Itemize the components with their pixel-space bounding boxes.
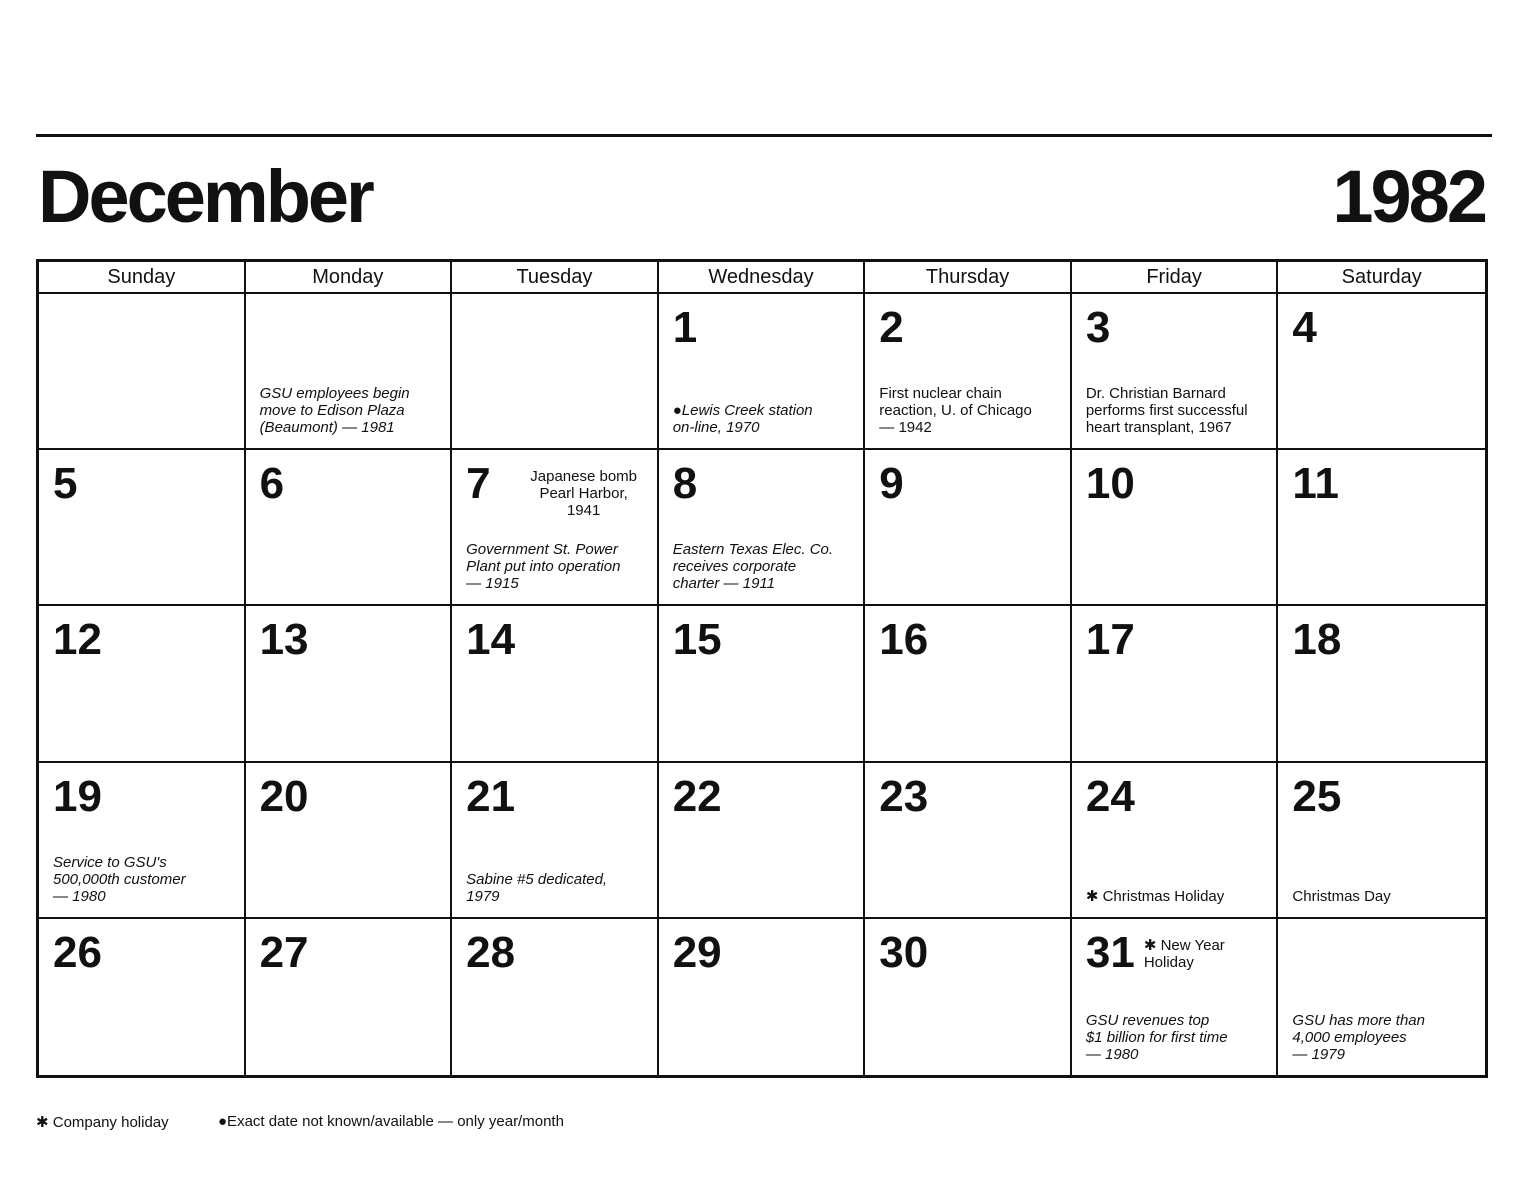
day-cell [659,606,866,762]
day-cell [39,450,246,606]
day-side-note: Japanese bomb Pearl Harbor, 1941 [530,468,638,520]
day-cell [659,450,866,606]
day-cell [1072,294,1279,450]
weekday-header-saturday: Saturday [1278,262,1485,294]
day-cell [246,606,453,762]
day-note: Christmas Day [1292,887,1391,905]
day-cell [246,919,453,1075]
day-number: 28 [466,927,516,977]
day-cell [39,763,246,919]
day-cell [865,606,1072,762]
day-cell [865,450,1072,606]
legend-exact-date-unknown: ●Exact date not known/available — only year/month [218,1113,564,1130]
day-cell [865,294,1072,450]
day-number: 15 [672,615,722,665]
day-note: Service to GSU's 500,000th customer — 1980 [53,853,186,905]
day-cell [452,919,659,1075]
day-cell [659,763,866,919]
day-note: GSU employees begin move to Edison Plaza (Beaumont) — 1981 [259,385,410,437]
day-cell [865,919,1072,1075]
day-number: 23 [879,771,929,821]
day-number: 30 [879,927,929,977]
weekday-header-thursday: Thursday [865,262,1072,294]
day-cell [865,763,1072,919]
day-cell [1072,763,1279,919]
day-number: 24 [1085,771,1135,821]
day-cell [39,606,246,762]
day-number: 18 [1292,615,1342,665]
day-number: 17 [1085,615,1135,665]
day-number: 22 [672,771,722,821]
month-title: December [38,155,372,238]
day-number: 21 [466,771,516,821]
day-side-note: ✱ New Year Holiday [1143,936,1225,971]
day-number: 12 [53,615,102,665]
day-cell [452,763,659,919]
day-cell [1278,606,1485,762]
day-number: 8 [672,459,698,509]
weekday-header-wednesday: Wednesday [659,262,866,294]
day-number: 4 [1292,303,1317,352]
day-cell [1072,450,1279,606]
year-title: 1982 [1332,155,1485,238]
day-number: 11 [1292,459,1339,509]
day-number: 19 [53,771,102,821]
legend-company-holiday: ✱ Company holiday [36,1114,169,1131]
weekday-header-monday: Monday [246,262,453,294]
day-note: GSU revenues top $1 billion for first time — 1980 [1085,1011,1228,1063]
weekday-header-sunday: Sunday [39,262,246,294]
day-cell [452,450,659,606]
day-cell [1278,919,1485,1075]
day-cell [1072,606,1279,762]
day-note: ✱ Christmas Holiday [1085,887,1225,905]
day-note: Eastern Texas Elec. Co. receives corporate charter — 1911 [672,541,834,593]
day-number: 31 [1085,927,1135,977]
day-number: 2 [879,303,904,352]
day-note: Dr. Christian Barnard performs first successful heart transplant, 1967 [1085,385,1248,437]
day-number: 25 [1292,771,1342,821]
weekday-header-friday: Friday [1072,262,1279,294]
day-number: 1 [672,303,698,352]
day-number: 5 [53,459,78,509]
day-cell [1072,919,1279,1075]
day-number: 7 [466,459,491,509]
day-cell [39,294,246,450]
day-number: 10 [1085,459,1135,509]
day-note: GSU has more than 4,000 employees — 1979 [1292,1011,1425,1063]
header-rule [36,134,1492,137]
day-cell [246,763,453,919]
day-cell [452,294,659,450]
day-number: 14 [466,615,516,665]
day-number: 6 [259,459,285,509]
day-cell [1278,450,1485,606]
day-note: First nuclear chain reaction, U. of Chicago — 1942 [879,385,1032,437]
day-number: 29 [672,927,722,977]
day-cell [659,919,866,1075]
day-note: Government St. Power Plant put into operation — 1915 [466,541,621,593]
day-cell [39,919,246,1075]
day-number: 16 [879,615,929,665]
day-cell [659,294,866,450]
weekday-header-tuesday: Tuesday [452,262,659,294]
day-cell [246,294,453,450]
day-number: 26 [53,927,102,977]
day-number: 13 [259,615,309,665]
day-number: 27 [259,927,309,977]
day-number: 20 [259,771,309,821]
calendar-grid [36,259,1488,1078]
day-cell [1278,763,1485,919]
day-number: 9 [879,459,904,509]
day-number: 3 [1085,303,1111,352]
day-cell [246,450,453,606]
day-cell [1278,294,1485,450]
day-cell [452,606,659,762]
day-note: ●Lewis Creek station on-line, 1970 [672,402,813,437]
day-note: Sabine #5 dedicated, 1979 [466,870,608,905]
